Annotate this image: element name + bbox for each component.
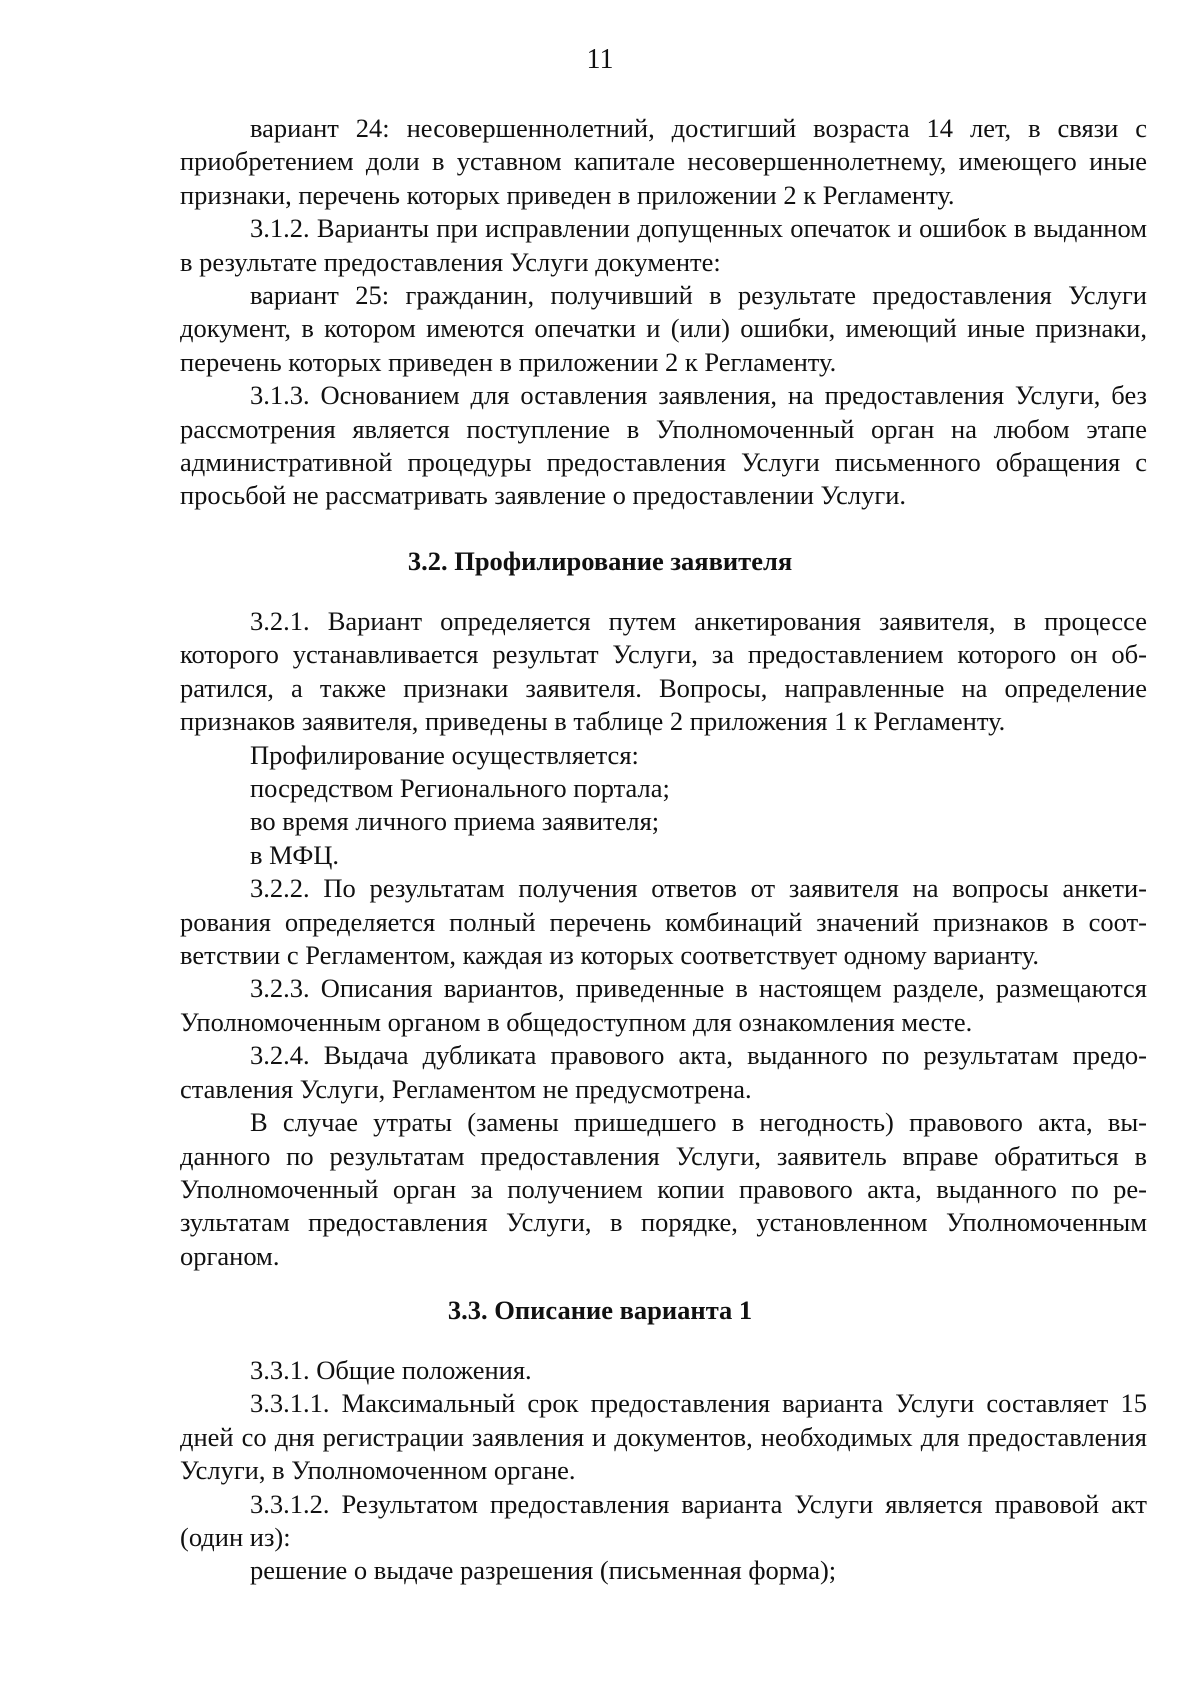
page-number: 11	[586, 44, 614, 75]
section-heading-3-3: 3.3. Описание варианта 1	[447, 1295, 753, 1325]
paragraph-3-3-1-2: 3.3.1.2. Результатом предоставления варианта Услуги является правовой акт (один из):	[180, 1488, 1147, 1553]
paragraph-3-2-4: 3.2.4. Выдача дубликата правового акта, выданного по результатам предоставления Услуги, Регламентом не предусмотрена.	[180, 1040, 1147, 1104]
paragraph-3-2-2: 3.2.2. По результатам получения ответов от заявителя на вопросы анкетирования определяется полный перечень комбинаций значений признаков в соответствии с Регламентом, каждая из которых соответствует одному варианту.	[180, 873, 1147, 971]
list-item-regional-portal: посредством Регионального портала;	[250, 773, 670, 804]
paragraph-variant-24: вариант 24: несовершеннолетний, достигший возраста 14 лет, в связи с приобретением доли в уставном капитале несовершеннолетнему, имеющего иные признаки, перечень которых приведен в приложении 2 к Регламенту.	[180, 113, 1147, 210]
section-3-1-continuation	[180, 112, 1147, 513]
paragraph-3-3-1: 3.3.1. Общие положения.	[250, 1355, 532, 1385]
paragraph-3-1-2: 3.1.2. Варианты при исправлении допущенных опечаток и ошибок в выданном в результате предоставления Услуги документе:	[180, 213, 1147, 277]
list-item-mfc: в МФЦ.	[250, 839, 340, 870]
paragraph-3-2-3: 3.2.3. Описания вариантов, приведенные в настоящем разделе, размещаются Уполномоченным органом в общедоступном для ознакомления месте.	[180, 973, 1147, 1037]
list-item-permit-decision: решение о выдаче разрешения (письменная форма);	[250, 1555, 837, 1586]
section-3-2-body	[180, 605, 1147, 1273]
section-heading-3-2: 3.2. Профилирование заявителя	[407, 546, 793, 576]
paragraph-3-1-3: 3.1.3. Основанием для оставления заявления, на предоставления Услуги, без рассмотрения является поступление в Уполномоченный орган на любом этапе административной процедуры предоставления Услуги письменного обращения с просьбой не рассматривать заявление о предоставлении Услуги.	[180, 380, 1147, 511]
paragraph-profiling-intro: Профилирование осуществляется:	[250, 739, 639, 770]
paragraph-variant-25: вариант 25: гражданин, получивший в результате предоставления Услуги документ, в котором имеются опечатки и (или) ошибки, имеющий иные признаки, перечень которых приведен в приложении 2 к Регламенту.	[180, 280, 1147, 377]
paragraph-3-3-1-1: 3.3.1.1. Максимальный срок предоставления варианта Услуги составляет 15 дней со дня регистрации заявления и документов, необходимых для предоставления Услуги, в Уполномоченном органе.	[180, 1388, 1147, 1486]
section-3-3-body	[180, 1354, 1147, 1588]
paragraph-3-2-1: 3.2.1. Вариант определяется путем анкетирования заявителя, в процессе которого устанавливается результат Услуги, за предоставлением которого он обратился, а также признаки заявителя. Вопросы, направленные на определение признаков заявителя, приведены в таблице 2 приложения 1 к Регламенту.	[180, 606, 1147, 737]
list-item-personal-reception: во время личного приема заявителя;	[250, 806, 660, 837]
paragraph-loss-of-act: В случае утраты (замены пришедшего в негодность) правового акта, выданного по результатам предоставления Услуги, заявитель вправе обратиться в Уполномоченный орган за получением копии правового акта, выданного по результатам предоставления Услуги, в порядке, установленном Уполномоченным органом.	[180, 1107, 1147, 1271]
